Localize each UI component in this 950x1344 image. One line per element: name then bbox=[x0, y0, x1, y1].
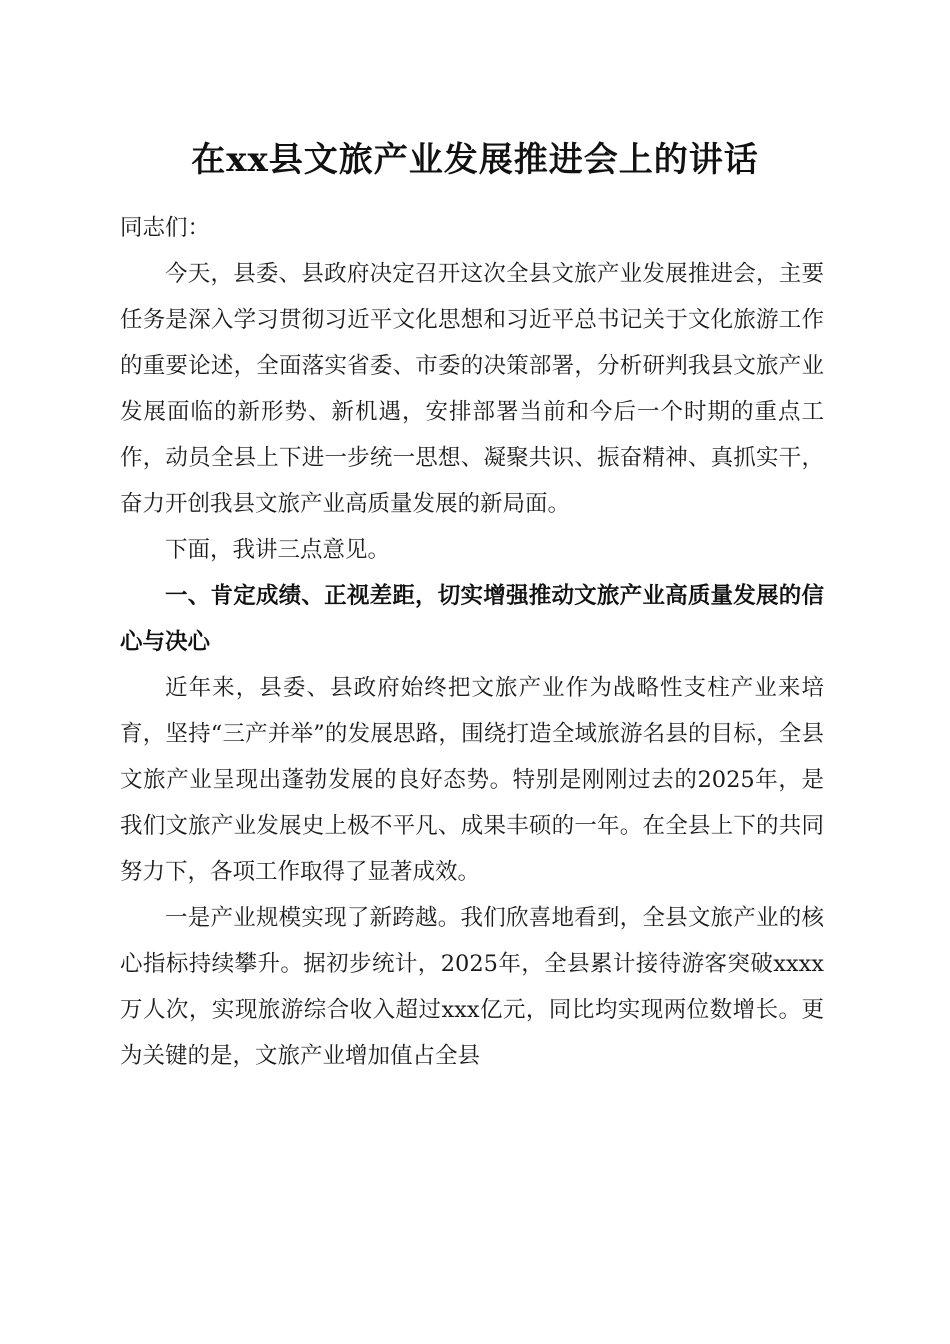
point1-body: 我们欣喜地看到，全县文旅产业的核心指标持续攀升。据初步统计，2025年，全县累计接待游客突破xxxx万人次，实现旅游综合收入超过xxx亿元，同比均实现两位数增长。更为关键的是，文旅产业增加值占全县 bbox=[120, 905, 824, 1069]
transition-paragraph: 下面，我讲三点意见。 bbox=[165, 537, 391, 563]
section1-paragraph: 近年来，县委、县政府始终把文旅产业作为战略性支柱产业来培育，坚持“三产并举”的发展思路，围绕打造全域旅游名县的目标，全县文旅产业呈现出蓬勃发展的良好态势。特别是刚刚过去的2025年，是我们文旅产业发展史上极不平凡、成果丰硕的一年。在全县上下的共同努力下，各项工作取得了显著成效。 bbox=[120, 675, 824, 885]
point1-paragraph bbox=[120, 895, 824, 1079]
salutation: 同志们： bbox=[120, 215, 211, 241]
section-heading-1: 一、肯定成绩、正视差距，切实增强推动文旅产业高质量发展的信心与决心 bbox=[120, 583, 824, 655]
point1-lead: 一是产业规模实现了新跨越。 bbox=[165, 905, 461, 931]
document-title: 在xx县文旅产业发展推进会上的讲话 bbox=[191, 140, 759, 180]
intro-paragraph: 今天，县委、县政府决定召开这次全县文旅产业发展推进会，主要任务是深入学习贯彻习近平文化思想和习近平总书记关于文化旅游工作的重要论述，全面落实省委、市委的决策部署，分析研判我县文旅产业发展面临的新形势、新机遇，安排部署当前和今后一个时期的重点工作，动员全县上下进一步统一思想、凝聚共识、振奋精神、真抓实干，奋力开创我县文旅产业高质量发展的新局面。 bbox=[120, 261, 824, 517]
document-body bbox=[120, 205, 824, 1079]
